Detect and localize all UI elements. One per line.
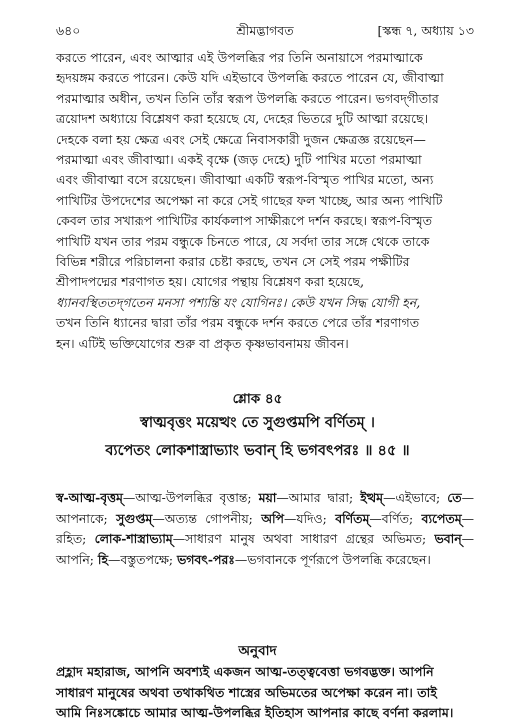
purport-line: পরমাত্মা এবং জীবাত্মা। একই বৃক্ষে (জড় দেহে) দুটি পাখির মতো পরমাত্মা (56, 152, 422, 168)
synonym-word: ইত্থম্‌ (360, 490, 384, 505)
synonym-meaning: সাধারণ মানুষ অথবা সাধারণ গ্রন্থের অভিমত; (185, 531, 435, 547)
synonym-word: ব্যপেতম্‌ (421, 510, 462, 526)
translation-heading: অনুবাদ (238, 643, 277, 659)
synonym-word: ভগবৎ-পরঃ (177, 551, 235, 567)
synonym-meaning: যদিও; (296, 510, 336, 526)
synonym-word: তে (447, 490, 462, 505)
synonym-word: সুগুপ্তম্‌ (116, 510, 153, 526)
translation-line: সাধারণ মানুষের অথবা তথাকথিত শাস্ত্রের অভিমতের অপেক্ষা করেন না। তাই (56, 684, 437, 700)
purport-line: হৃদয়ঙ্গম করতে পারেন। কেউ যদি এইভাবে উপলব্ধি করতে পারেন যে, জীবাত্মা (56, 70, 444, 86)
book-title: শ্রীমদ্ভাগবত (236, 23, 294, 38)
verse-heading: শ্লোক ৪৫ (232, 391, 283, 407)
synonym-word: অপি (261, 510, 284, 526)
purport-line: এবং জীবাত্মা বসে রয়েছেন। জীবাত্মা একটি স্বরূপ-বিস্মৃত পাখির মতো, অন্য (56, 172, 434, 188)
purport-line: শ্রীপাদপদ্মের শরণাগত হয়। যোগের পন্থায় বিশ্লেষণ করা হয়েছে, (56, 274, 365, 290)
synonym-meaning: অত্যন্ত গোপনীয়; (164, 510, 262, 526)
purport-line: ত্রয়োদশ অধ্যায়ে বিশ্লেষণ করা হয়েছে যে, দেহের ভিতরে দুটি আত্মা রয়েছে। (56, 111, 429, 127)
synonym-meaning: আমার দ্বারা; (288, 490, 361, 505)
translation-line: প্রহ্লাদ মহারাজ, আপনি অবশ্যই একজন আত্ম-তত্ত্ববেত্তা ভগবদ্ভক্ত। আপনি (56, 664, 434, 679)
synonym-meaning: রহিত; (56, 531, 95, 547)
synonym-meaning: আপনি; (56, 551, 98, 567)
synonym-word: ময়া (258, 490, 277, 505)
synonym-word: স্ব-আত্ম-বৃত্তম্‌ (56, 490, 123, 505)
purport-line: হন। এটিই ভক্তিযোগের শুরু বা প্রকৃত কৃষ্ণভাবনাময় জীবন। (56, 335, 349, 351)
purport-paragraph (56, 48, 474, 354)
synonym-word: বর্ণিতম্‌ (335, 510, 370, 526)
synonym-meaning: ভগবানকে পূর্ণরূপে উপলব্ধি করেছেন। (247, 551, 431, 567)
translation-line: আমি নিঃসঙ্কোচে আমার আত্ম-উপলব্ধির ইতিহাস আপনার কাছে বর্ণনা করলাম। (56, 705, 454, 721)
page-header (56, 20, 474, 42)
purport-line-quote: ধ্যানবস্থিততদ্‌গতেন মনসা পশ্যন্তি যং যোগিনঃ। কেউ যখন সিদ্ধ যোগী হন, (56, 294, 421, 310)
translation-paragraph (56, 662, 474, 724)
canto-chapter-location: [স্কন্ধ ৭, অধ্যায় ১৩ (377, 23, 474, 38)
synonym-meaning: এইভাবে; (395, 490, 448, 505)
synonym-word: হি (97, 551, 108, 567)
synonym-meaning: বস্তুতপক্ষে; (120, 551, 178, 567)
verse-line-1: স্বাত্মবৃত্তং ময়েত্থং তে সুগুপ্তমপি বর্ণিতম্‌ । (140, 414, 375, 431)
purport-line: তখন তিনি ধ্যানের দ্বারা তাঁর পরম বন্ধুকে দর্শন করতে পেরে তাঁর শরণাগত (56, 315, 420, 331)
purport-line: পাখিটি যখন তার পরম বন্ধুকে চিনতে পারে, যে সর্বদা তার সঙ্গে থেকে তাকে (56, 233, 430, 249)
synonym-meaning: আপনাকে; (56, 510, 117, 526)
purport-line: পাখিটির উপদেশের অপেক্ষা না করে সেই গাছের ফল খাচ্ছে, আর অন্য পাখিটি (56, 192, 443, 208)
word-for-word-synonyms: স্ব-আত্ম-বৃত্তম্‌—আত্ম-উপলব্ধির বৃত্তান্ত; ময়া—আমার দ্বারা; ইত্থম্‌—এইভাবে; তে—আপনাকে; সুগুপ্তম্‌—অত্যন্ত গোপনীয়; অপি—যদিও; বর্ণিতম্‌—বর্ণিত; ব্যপেতম্‌—রহিত; লোক-শাস্ত্রাভ্যাম্‌—সাধারণ মানুষ অথবা সাধারণ গ্রন্থের অভিমত; ভবান্‌—আপনি; হি—বস্তুতপক্ষে; ভগবৎ-পরঃ—ভগবানকে পূর্ণরূপে উপলব্ধি করেছেন। (56, 490, 474, 567)
synonym-meaning: বর্ণিত; (381, 510, 422, 526)
purport-line: দেহকে বলা হয় ক্ষেত্র এবং সেই ক্ষেত্রে নিবাসকারী দুজন ক্ষেত্রজ্ঞ রয়েছেন— (56, 131, 426, 147)
verse-line-2: ব্যপেতং লোকশাস্ত্রাভ্যাং ভবান্‌ হি ভগবৎপরঃ ॥ ৪৫ ॥ (105, 442, 410, 459)
purport-line: পরমাত্মার অধীন, তখন তিনি তাঁর স্বরূপ উপলব্ধি করতে পারেন। ভগবদ্‌গীতার (56, 90, 439, 106)
purport-line: করতে পারেন, এবং আত্মার এই উপলব্ধির পর তিনি অনায়াসে পরমাত্মাকে (56, 50, 423, 65)
synonym-word: ভবান্‌ (434, 531, 462, 547)
synonym-word: লোক-শাস্ত্রাভ্যাম্‌ (94, 531, 173, 547)
synonym-meaning: আত্ম-উপলব্ধির বৃত্তান্ত; (135, 490, 259, 505)
purport-line: কেবল তার সখারূপ পাখিটির কার্যকলাপ সাক্ষীরূপে দর্শন করছে। স্বরূপ-বিস্মৃত (56, 213, 433, 229)
purport-line: বিভিন্ন শরীরে পরিচালনা করার চেষ্টা করছে, তখন সে সেই পরম পক্ষীটির (56, 254, 410, 270)
page-number: ৬৪০ (56, 23, 81, 38)
